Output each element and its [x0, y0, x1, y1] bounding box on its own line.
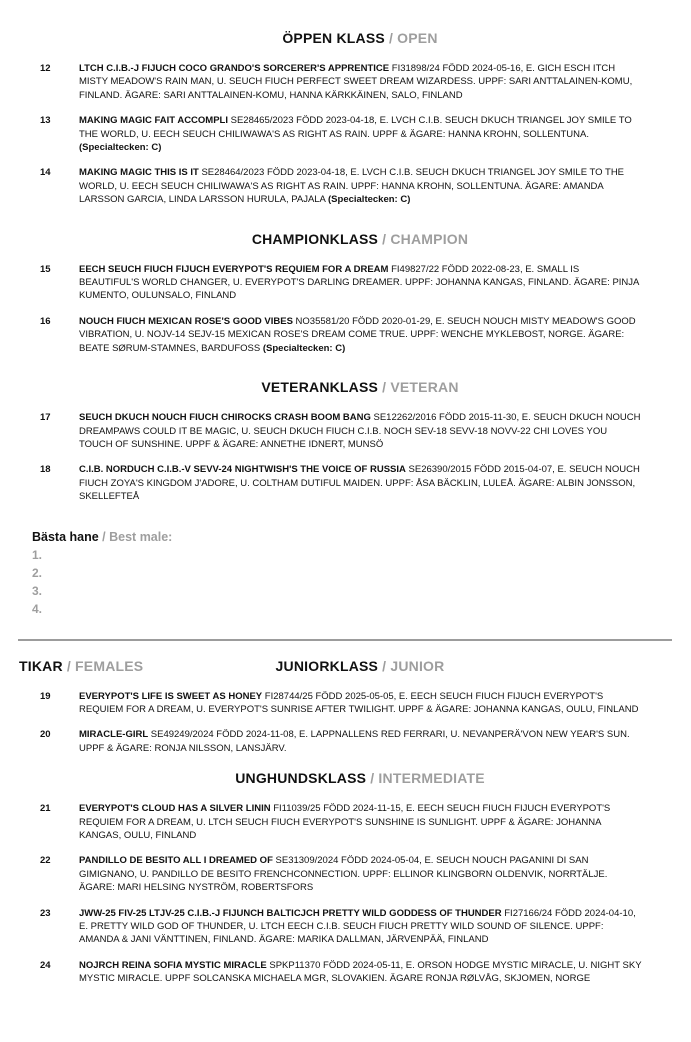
best-male-title [32, 528, 691, 546]
entry-number: 13 [40, 115, 51, 127]
entry-text: JWW-25 FIV-25 LTJV-25 C.I.B.-J FIJUNCH BALTICJCH PRETTY WILD GODDESS OF THUNDER FI27166/24 FÖDD 2024-04-10, E. PRETTY WILD GOD OF THUNDER, U. LTCH EECH C.I.B. SEUCH FIUCH PRETTY WILD SOUND OF SILENCE. UPPF: AMANDA & JANI VÄNTTINEN, FINLAND. ÄGARE: MARIKA DALLMAN, JÄRVENPÄÄ, FINLAND [79, 907, 636, 946]
entry-dog-name: EVERYPOT'S CLOUD HAS A SILVER LININ [79, 803, 271, 815]
entry-text: LTCH C.I.B.-J FIJUCH COCO GRANDO'S SORCERER'S APPRENTICE FI31898/24 FÖDD 2024-05-16, E. GICH ESCH ITCH MISTY MEADOW'S RAIN MAN, U. SEUCH FIUCH PERFECT SWEET DREAM WIZARDESS. UPPF: SARI ANTTALAINEN-KOMU, FINLAND. ÄGARE: SARI ANTTALAINEN-KOMU, HANNA KÄRKKÄINEN, SALO, FINLAND [79, 63, 633, 101]
best-male-block [32, 528, 691, 618]
entry-dog-name: C.I.B. NORDUCH C.I.B.-V SEVV-24 NIGHTWISH'S THE VOICE OF RUSSIA [79, 464, 406, 476]
entry-special-marker: (Specialtecken: C) [328, 194, 411, 206]
entry-text: EECH SEUCH FIUCH FIJUCH EVERYPOT'S REQUIEM FOR A DREAM FI49827/22 FÖDD 2022-08-23, E. SMALL IS BEAUTIFUL'S WORLD CHANGER, U. EVERYPOT'S DARLING DREAMER. UPPF: JOHANNA KANGAS, FINLAND. ÄGARE: PINJA KUMENTO, OULUNSALO, FINLAND [79, 263, 639, 302]
entry-dog-name: EECH SEUCH FIUCH FIJUCH EVERYPOT'S REQUIEM FOR A DREAM [79, 263, 389, 275]
class-heading-english: / INTERMEDIATE [366, 770, 485, 787]
catalog-entry [40, 263, 691, 303]
catalog-entry [40, 959, 691, 986]
entry-text: EVERYPOT'S CLOUD HAS A SILVER LININ FI11039/25 FÖDD 2024-11-15, E. EECH SEUCH FIUCH FIJUCH EVERYPOT'S REQUIEM FOR A DREAM, U. LTCH SEUCH FIUCH EVERYPOT'S SUNSHINE IS SUNLIGHT. UPPF & ÄGARE: JOHANNA KANGAS, OULU, FINLAND [79, 803, 611, 841]
entry-text: EVERYPOT'S LIFE IS SWEET AS HONEY FI28744/25 FÖDD 2025-05-05, E. EECH SEUCH FIUCH FIJUCH EVERYPOT'S REQUIEM FOR A DREAM, U. EVERYPOT'S SUNRISE AFTER TWILIGHT. UPPF & ÄGARE: JOHANNA KANGAS, OULU, FINLAND [79, 690, 639, 715]
entry-text: PANDILLO DE BESITO ALL I DREAMED OF SE31309/2024 FÖDD 2024-05-04, E. SEUCH NOUCH PAGANINI DI SAN GIMIGNANO, U. PANDILLO DE BESITO FRENCHCONNECTION. UPPF: ELLINOR KLINGBORN OLDENVIK, NORRTÄLJE. ÄGARE: MARI HELSING NYSTRÖM, ROBERTSFORS [79, 855, 608, 894]
entry-number: 21 [40, 803, 51, 815]
catalog-entry [40, 315, 691, 355]
catalog-entry [40, 62, 691, 102]
class-heading [40, 379, 680, 395]
entry-text: MAKING MAGIC FAIT ACCOMPLI SE28465/2023 FÖDD 2023-04-18, E. LVCH C.I.B. SEUCH DKUCH TRIANGEL JOY SMILE TO THE WORLD, U. EECH SEUCH CHILIWAWA'S AS RIGHT AS RAIN. UPPF & ÄGARE: HANNA KROHN, SOLLENTUNA. (Specialtecken: C) [79, 115, 632, 154]
best-male-title-swedish: Bästa hane [32, 529, 99, 544]
entry-number: 18 [40, 464, 51, 476]
entry-dog-name: MAKING MAGIC FAIT ACCOMPLI [79, 115, 228, 127]
best-male-rank-line: 1. [32, 547, 43, 562]
entry-dog-name: EVERYPOT'S LIFE IS SWEET AS HONEY [79, 690, 263, 702]
entry-number: 15 [40, 263, 51, 275]
entry-dog-name: LTCH C.I.B.-J FIJUCH COCO GRANDO'S SORCERER'S APPRENTICE [79, 63, 390, 74]
catalog-entry [40, 802, 691, 842]
entry-text: NOUCH FIUCH MEXICAN ROSE'S GOOD VIBES NO35581/20 FÖDD 2020-01-29, E. SEUCH NOUCH MISTY MEADOW'S GOOD VIBRATION, U. NOJV-14 SEJV-15 MEXICAN ROSE'S DREAM COME TRUE. UPPF: WENCHE MYKLEBOST, NORGE. ÄGARE: BEATE SØRUM-STAMNES, BARDUFOSS (Specialtecken: C) [79, 315, 636, 354]
gender-heading [19, 658, 143, 674]
section-heading-row [0, 658, 691, 674]
gender-heading-swedish: TIKAR [19, 657, 63, 674]
best-male-title-english: / Best male: [98, 529, 173, 544]
class-heading-swedish: CHAMPIONKLASS [251, 230, 379, 247]
entry-text: C.I.B. NORDUCH C.I.B.-V SEVV-24 NIGHTWISH'S THE VOICE OF RUSSIA SE26390/2015 FÖDD 2015-04-07, E. SEUCH NOUCH FIUCH ZOYA'S KINGDOM J'ADORE, U. COLTHAM DUTIFUL MAIDEN. UPPF: ÅSA BÄCKLIN, LULEÅ. ÄGARE: ALBIN JONSSON, SKELLEFTEÅ [79, 464, 640, 503]
entry-dog-name: PANDILLO DE BESITO ALL I DREAMED OF [79, 855, 273, 867]
entry-number: 20 [40, 729, 51, 741]
entry-number: 16 [40, 315, 51, 327]
class-heading-swedish: JUNIORKLASS [275, 657, 379, 674]
entry-dog-name: NOUCH FIUCH MEXICAN ROSE'S GOOD VIBES [79, 315, 293, 327]
class-heading [40, 231, 680, 247]
entry-dog-name: NOJRCH REINA SOFIA MYSTIC MIRACLE [79, 959, 267, 971]
class-heading-english: / JUNIOR [378, 657, 445, 674]
entry-special-marker: (Specialtecken: C) [262, 342, 346, 354]
entry-dog-name: MAKING MAGIC THIS IS IT [79, 167, 199, 179]
catalog-entry [40, 166, 691, 206]
class-heading-english: / VETERAN [378, 379, 459, 396]
entry-special-marker: (Specialtecken: C) [79, 142, 162, 154]
catalog-entry [40, 114, 691, 154]
gender-heading-english: / FEMALES [62, 657, 144, 674]
class-heading-swedish: ÖPPEN KLASS [282, 30, 385, 46]
catalog-entry [40, 854, 691, 894]
catalog-entry [40, 728, 691, 755]
entry-dog-name: SEUCH DKUCH NOUCH FIUCH CHIROCKS CRASH BOOM BANG [79, 412, 371, 424]
entry-number: 19 [40, 690, 51, 702]
catalog-entry [40, 907, 691, 947]
entry-text: MAKING MAGIC THIS IS IT SE28464/2023 FÖDD 2023-04-18, E. LVCH C.I.B. SEUCH DKUCH TRIANGEL JOY SMILE TO THE WORLD, U. EECH SEUCH CHILIWAWA'S AS RIGHT AS RAIN. UPPF: HANNA KROHN, SOLLENTUNA. ÄGARE: AMANDA LARSSON GARCIA, LINDA LARSSON HURULA, PAJALA (Specialtecken: C) [79, 167, 625, 206]
entry-text: SEUCH DKUCH NOUCH FIUCH CHIROCKS CRASH BOOM BANG SE12262/2016 FÖDD 2015-11-30, E. SEUCH DKUCH NOUCH DREAMPAWS COULD IT BE MAGIC, U. SEUCH DKUCH FIUCH C.I.B. NOCH SEV-18 SEVV-18 NOVV-22 CHI LOVES YOU TOUCH OF SUNSHINE. UPPF & ÄGARE: ANNETHE IDNERT, MUNSÖ [79, 412, 641, 450]
entry-text: MIRACLE-GIRL SE49249/2024 FÖDD 2024-11-08, E. LAPPNALLENS RED FERRARI, U. NEVANPERÄ'VON NEW YEAR'S SUN. UPPF & ÄGARE: RONJA NILSSON, LANSJÄRV. [79, 729, 630, 754]
class-heading-swedish: UNGHUNDSKLASS [235, 770, 367, 787]
class-heading-english: / OPEN [384, 30, 438, 46]
entry-dog-name: JWW-25 FIV-25 LTJV-25 C.I.B.-J FIJUNCH BALTICJCH PRETTY WILD GODDESS OF THUNDER [79, 907, 502, 919]
best-male-rank-line: 3. [32, 583, 43, 598]
class-heading-swedish: VETERANKLASS [261, 379, 379, 396]
catalog-entry [40, 411, 691, 451]
catalog-entry [40, 463, 691, 503]
entry-number: 22 [40, 855, 51, 867]
class-heading [40, 770, 680, 786]
best-male-rank-line: 4. [32, 601, 43, 616]
catalog-entry [40, 690, 691, 717]
entry-number: 23 [40, 907, 51, 919]
class-heading-english: / CHAMPION [378, 230, 469, 247]
entry-number: 24 [40, 959, 51, 971]
best-male-rank-line: 2. [32, 565, 43, 580]
entry-number: 12 [40, 63, 51, 74]
entry-text: NOJRCH REINA SOFIA MYSTIC MIRACLE SPKP11370 FÖDD 2024-05-11, E. ORSON HODGE MYSTIC MIRACLE, U. NIGHT SKY MYSTIC MIRACLE. UPPF SOLCANSKA MICHAELA MGR, SLOVAKIEN. ÄGARE RONJA RØLVÅG, SKJOMEN, NORGE [79, 959, 642, 985]
section-divider [18, 639, 672, 641]
entry-number: 17 [40, 412, 51, 424]
class-heading [40, 30, 680, 46]
entry-dog-name: MIRACLE-GIRL [79, 729, 149, 741]
entry-number: 14 [40, 167, 51, 179]
